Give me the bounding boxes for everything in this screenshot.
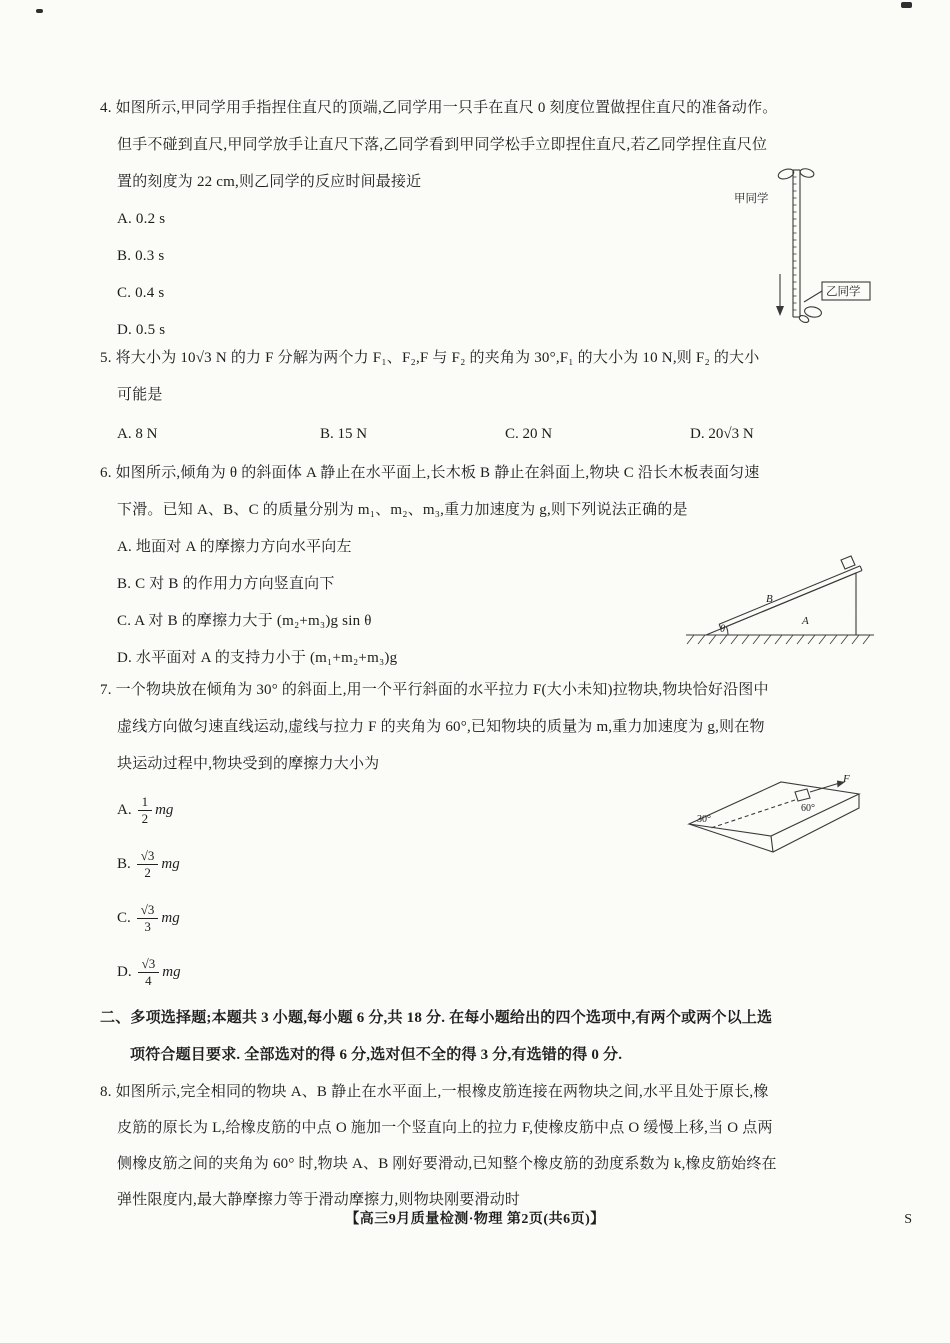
question-line: 皮筋的原长为 L,给橡皮筋的中点 O 施加一个竖直向上的拉力 F,使橡皮筋中点 O 缓慢上移,当 O 点两 xyxy=(117,1120,773,1136)
theta-label: θ xyxy=(720,624,726,635)
fraction: $\frac{1}{2}$ xyxy=(138,794,153,827)
section-2-header xyxy=(0,1000,950,1074)
ground xyxy=(686,635,874,644)
incline-label: A xyxy=(802,615,809,627)
question-line: 6. 如图所示,倾角为 θ 的斜面体 A 静止在水平面上,长木板 B 静止在斜面上,物块 C 沿长木板表面匀速 xyxy=(100,465,760,481)
option-b: B. $\frac{√3}{2}$ mg xyxy=(117,847,180,880)
hand-top-icon xyxy=(777,167,815,181)
option-a: A. 8 N xyxy=(117,426,158,442)
option-d: D. 0.5 s xyxy=(117,322,166,338)
question-line: 但手不碰到直尺,甲同学放手让直尺下落,乙同学看到甲同学松手立即捏住直尺,若乙同学捏住直尺位 xyxy=(117,137,768,153)
footer-mark: S xyxy=(904,1212,912,1227)
option-c: C. 20 N xyxy=(505,426,553,442)
option-a: A. $\frac{1}{2}$ mg xyxy=(117,793,174,826)
question-line: 5. 将大小为 10√3 N 的力 F 分解为两个力 F₁、F₂,F 与 F₂ 的夹角为 30°,F₁ 的大小为 10 N,则 F₂ 的大小 xyxy=(100,350,760,366)
option-b: B. 0.3 s xyxy=(117,248,165,264)
student-a-label: 甲同学 xyxy=(734,193,769,205)
option-d: D. 20√3 N xyxy=(690,426,754,442)
fraction: $\frac{√3}{2}$ xyxy=(137,848,159,881)
wedge-base xyxy=(689,794,859,852)
angle-60-label: 60° xyxy=(801,803,815,814)
question-line: 下滑。已知 A、B、C 的质量分别为 m₁、m₂、m₃,重力加速度为 g,则下列说法正确的是 xyxy=(117,502,688,518)
question-line: 侧橡皮筋之间的夹角为 60° 时,物块 A、B 刚好要滑动,已知整个橡皮筋的劲度系数为 k,橡皮筋始终在 xyxy=(117,1156,777,1172)
options-row xyxy=(117,414,950,454)
plank xyxy=(719,566,862,629)
angle-arc xyxy=(726,627,728,635)
figure-ruler-drop xyxy=(730,162,882,344)
fraction: $\frac{√3}{4}$ xyxy=(138,956,160,989)
page-footer xyxy=(0,1202,950,1238)
incline-angle-label: 30° xyxy=(697,814,711,825)
option-c: C. 0.4 s xyxy=(117,285,165,301)
plank-label: B xyxy=(766,593,773,605)
question-line: 8. 如图所示,完全相同的物块 A、B 静止在水平面上,一根橡皮筋连接在两物块之间,水平且处于原长,橡 xyxy=(100,1084,769,1100)
block xyxy=(795,789,810,801)
fraction: $\frac{√3}{3}$ xyxy=(137,902,159,935)
down-arrow-icon xyxy=(776,274,784,316)
force-arrow-icon xyxy=(810,781,845,793)
option-c: C. $\frac{√3}{3}$ mg xyxy=(117,901,180,934)
question-5 xyxy=(0,340,950,454)
motion-dashed-line xyxy=(711,800,795,828)
scan-artifact xyxy=(901,2,912,8)
question-line: 弹性限度内,最大静摩擦力等于滑动摩擦力,则物块刚要滑动时 xyxy=(117,1192,521,1208)
hand-bottom-icon xyxy=(798,306,822,324)
figure-incline-plank xyxy=(686,540,874,650)
question-line: 7. 一个物块放在倾角为 30° 的斜面上,用一个平行斜面的水平拉力 F(大小未知)拉物块,物块恰好沿图中 xyxy=(100,682,769,698)
ruler xyxy=(793,170,800,317)
figure-wedge-force xyxy=(683,772,868,864)
question-line: 置的刻度为 22 cm,则乙同学的反应时间最接近 xyxy=(117,174,422,190)
option-b: B. 15 N xyxy=(320,426,368,442)
option-a: A. 地面对 A 的摩擦力方向水平向左 xyxy=(117,539,352,555)
footer-text: 【高三9月质量检测·物理 第2页(共6页)】 xyxy=(345,1212,605,1227)
question-line: 4. 如图所示,甲同学用手指捏住直尺的顶端,乙同学用一只手在直尺 0 刻度位置做捏住直尺的准备动作。 xyxy=(100,100,778,116)
force-label: F xyxy=(843,773,850,785)
scan-artifact xyxy=(36,9,43,13)
section-header-line: 二、多项选择题;本题共 3 小题,每小题 6 分,共 18 分. 在每小题给出的四个选项中,有两个或两个以上选 xyxy=(100,1010,773,1026)
option-b: B. C 对 B 的作用力方向竖直向下 xyxy=(117,576,335,592)
student-b-label: 乙同学 xyxy=(826,286,861,298)
question-line: 虚线方向做匀速直线运动,虚线与拉力 F 的夹角为 60°,已知物块的质量为 m,重力加速度为 g,则在物 xyxy=(117,719,765,735)
option-d: D. $\frac{√3}{4}$ mg xyxy=(117,955,181,988)
section-header-line: 项符合题目要求. 全部选对的得 6 分,选对但不全的得 3 分,有选错的得 0 分. xyxy=(130,1047,623,1063)
option-c: C. A 对 B 的摩擦力大于 (m₂+m₃)g sin θ xyxy=(117,613,372,629)
option-a: A. 0.2 s xyxy=(117,211,166,227)
block-c xyxy=(841,556,855,569)
question-line: 可能是 xyxy=(117,387,163,403)
question-line: 块运动过程中,物块受到的摩擦力大小为 xyxy=(117,756,380,772)
incline-surface xyxy=(689,782,859,836)
option-d: D. 水平面对 A 的支持力小于 (m₁+m₂+m₃)g xyxy=(117,650,398,666)
question-8 xyxy=(0,1074,950,1218)
